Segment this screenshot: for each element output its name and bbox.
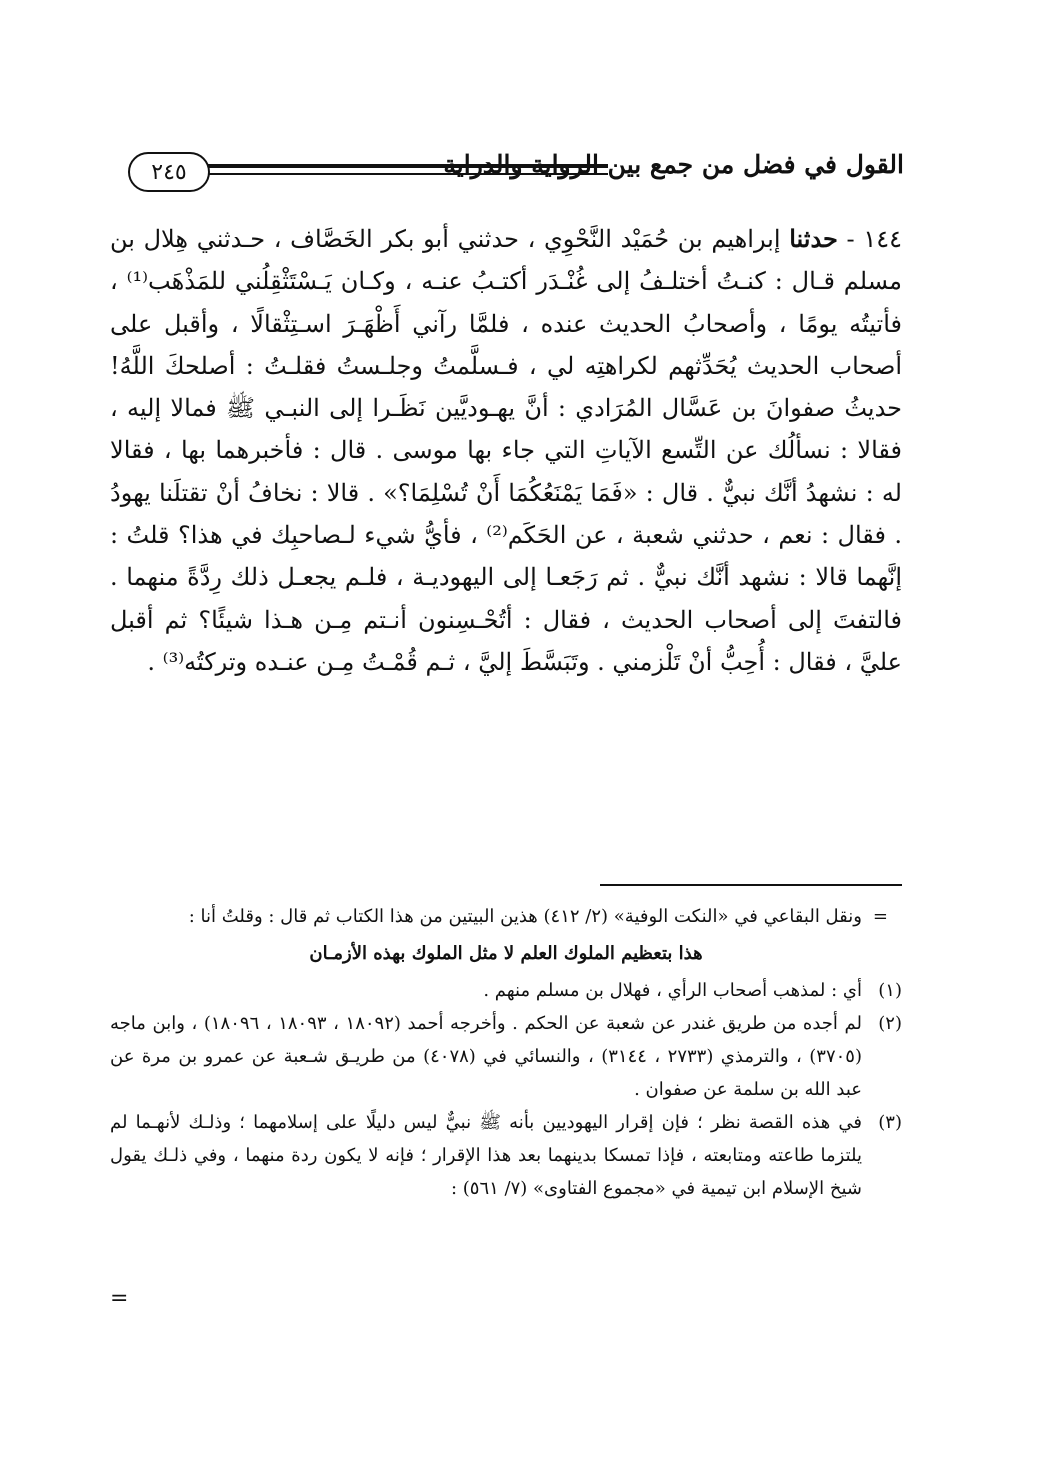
footnote-item: [110, 1007, 902, 1106]
footnote-verse: هذا بتعظيم الملوك العلم لا مثل الملوك بهذه الأزمـان: [309, 943, 703, 964]
footnote-item: [110, 974, 902, 1007]
hadith-opening-word: حدثنا: [789, 224, 838, 253]
hadith-paragraph: [110, 218, 902, 683]
page-header: [108, 150, 904, 202]
footnote-item: [110, 1106, 902, 1205]
footnote-text: أي : لمذهب أصحاب الرأي ، فهلال بن مسلم منهم .: [483, 980, 862, 1001]
main-body-text: [110, 218, 902, 683]
continuation-text: ونقل البقاعي في «النكت الوفية» (٢/ ٤١٢) هذين البيتين من هذا الكتاب ثم قال : وقلتُ أنا :: [188, 906, 862, 927]
running-title: القول في فضل من جمع بين الرواية والدراية: [443, 150, 904, 179]
hadith-text: إبراهيم بن حُمَيْد النَّحْوِي ، حدثني أبو بكر الخَصَّاف ، حـدثني هِلال بن مسلم قـال : كنـتُ أختلـفُ إلى غُنْـدَر أكتـبُ عنـه ، وكـان يَـسْتَثْقِلُني للمَذْهَب⁽¹⁾ ، فأتيتُه يومًا ، وأصحابُ الحديث عنده ، فلمَّا رآني أَظْهَـرَ اسـتِثْقالًا ، وأقبل على أصحاب الحديث يُحَدِّثهم لكراهتِه لي ، فـسلَّمتُ وجلـستُ فقلـتُ : أصلحكَ اللَّهُ! حديثُ صفوانَ بن عَسَّال المُرَادي : أنَّ يهـوديَّين نَظَـرا إلى النبـي ﷺ فمالا إليه ، فقالا : نسألُك عن التِّسع الآياتِ التي جاء بها موسى . قال : فأخبرهما بها ، فقالا له : نشهدُ أنَّك نبيٌّ . قال : «فَمَا يَمْنَعُكُمَا أَنْ تُسْلِمَا؟» . قالا : نخافُ أنْ تقتلَنا يهودُ . فقال : نعم ، حدثني شعبة ، عن الحَكَم⁽²⁾ ، فأيُّ شيء لـصاحبِك في هذا؟ قلتُ : إنَّهما قالا : نشهد أنَّك نبيٌّ . ثم رَجَعـا إلى اليهوديـة ، فلـم يجعـل ذلك رِدَّةً منهما . فالتفتَ إلى أصحاب الحديث ، فقال : أتُحْـسِنون أنـتم مِـن هـذا شيئًا؟ ثم أقبل عليَّ ، فقال : أُحِبُّ أنْ تَلْزمني . وتَبَسَّطَ إليَّ ، ثـم قُمْـتُ مِـن عنـده وتركتُه⁽³⁾ .: [110, 225, 902, 676]
footnote-separator: [600, 884, 902, 886]
footnote-marker: (٢): [878, 1013, 902, 1034]
footnote-marker: (٣): [878, 1112, 902, 1133]
footnotes-section: [110, 900, 902, 1205]
hadith-number: ١٤٤ -: [837, 225, 902, 253]
footnote-text: لم أجده من طريق غندر عن شعبة عن الحكم . وأخرجه أحمد (١٨٠٩٢ ، ١٨٠٩٣ ، ١٨٠٩٦) ، وابن ماجه (٣٧٠٥) ، والترمذي (٢٧٣٣ ، ٣١٤٤) ، والنسائي في (٤٠٧٨) من طريـق شـعبة عن عمرو بن مرة عن عبد الله بن سلمة عن صفوان .: [110, 1013, 862, 1100]
page-number: ٢٤٥: [128, 152, 210, 192]
footnote-marker: (١): [878, 980, 902, 1001]
footnote-continuation: [110, 900, 902, 933]
page-continue-mark: =: [110, 1286, 129, 1311]
continuation-marker: =: [872, 906, 888, 927]
footnote-text: في هذه القصة نظر ؛ فإن إقرار اليهوديين بأنه ﷺ نبيٌّ ليس دليلًا على إسلامهما ؛ وذلـك لأنهـما لم يلتزما طاعته ومتابعته ، فإذا تمسكا بدينهما بعد هذا الإقرار ؛ فإنه لا يكون ردة منهما ، وفي ذلـك يقول شيخ الإسلام ابن تيمية في «مجموع الفتاوى» (٧/ ٥٦١) :: [110, 1112, 862, 1199]
